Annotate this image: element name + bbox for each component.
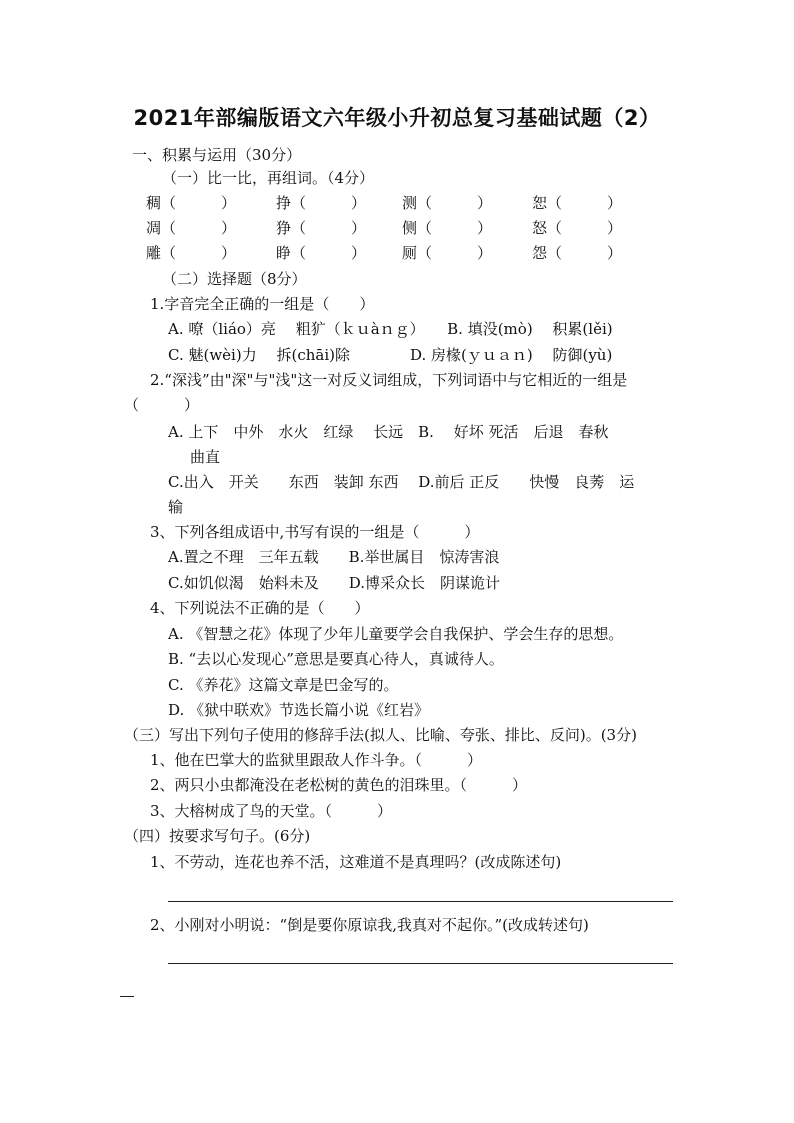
question-4-options: A. 《智慧之花》体现了少年儿童要学会自我保护、学会生存的思想。 (168, 625, 624, 643)
section-1-heading: 一、积累与运用（30分） (132, 146, 302, 164)
compare-cell: 狰（ ） (276, 219, 367, 237)
compare-cell: 挣（ ） (276, 194, 367, 212)
question-1-stem: 1.字音完全正确的一组是（ ） (150, 295, 375, 313)
rhetoric-item: 1、他在巴掌大的监狱里跟敌人作斗争。（ ） (150, 751, 483, 769)
part-1-heading: （一）比一比，再组词。（4分） (162, 169, 375, 187)
compare-cell: 怒（ ） (532, 219, 623, 237)
compare-cell: 恕（ ） (532, 194, 623, 212)
question-3-options: C.如饥似渴 始料未及 D.博采众长 阴谋诡计 (168, 574, 500, 592)
compare-cell: 睁（ ） (276, 244, 367, 262)
question-2-stem: （ ） (124, 396, 200, 414)
answer-line[interactable] (168, 963, 673, 964)
rhetoric-item: 2、两只小虫都淹没在老松树的黄色的泪珠里。（ ） (150, 776, 528, 794)
rhetoric-item: 3、大榕树成了鸟的天堂。（ ） (150, 802, 393, 820)
compare-cell: 厕（ ） (402, 244, 493, 262)
compare-cell: 稠（ ） (146, 194, 237, 212)
page-title: 2021年部编版语文六年级小升初总复习基础试题（2） (133, 106, 661, 130)
question-3-options: A.置之不理 三年五载 B.举世属目 惊涛害浪 (168, 548, 500, 566)
part-2-heading: （二）选择题（8分） (162, 270, 307, 288)
compare-cell: 凋（ ） (146, 219, 237, 237)
answer-line[interactable] (168, 901, 673, 902)
compare-cell: 测（ ） (402, 194, 493, 212)
question-4-options: B. “去以心发现心”意思是要真心待人，真诚待人。 (168, 650, 504, 668)
question-1-options: C. 魅(wèi)力 拆(chāi)除 D. 房椽(ｙｕａｎ) 防御(yù) (168, 346, 613, 364)
question-3-stem: 3、下列各组成语中,书写有误的一组是（ ） (150, 523, 480, 541)
question-4-options: D. 《狱中联欢》节选长篇小说《红岩》 (168, 701, 430, 719)
part-3-heading: （三）写出下列句子使用的修辞手法(拟人、比喻、夸张、排比、反问)。(3分) (124, 726, 637, 744)
compare-cell: 雕（ ） (146, 244, 237, 262)
compare-cell: 怨（ ） (532, 244, 623, 262)
question-4-options: C. 《养花》这篇文章是巴金写的。 (168, 676, 399, 694)
question-2-options: 输 (168, 498, 184, 516)
rewrite-item: 1、不劳动，连花也养不活，这难道不是真理吗？(改成陈述句) (150, 853, 562, 871)
footer-dash (120, 996, 134, 997)
question-2-stem: 2.“深浅”由"深"与"浅"这一对反义词组成，下列词语中与它相近的一组是 (150, 371, 628, 389)
question-4-stem: 4、下列说法不正确的是（ ） (150, 599, 370, 617)
part-4-heading: （四）按要求写句子。(6分) (124, 827, 311, 845)
question-2-options: C.出入 开关 东西 装卸 东西 D.前后 正反 快慢 良莠 运 (168, 473, 635, 491)
question-2-options: 曲直 (190, 448, 221, 466)
rewrite-item: 2、小刚对小明说：“倒是要你原谅我,我真对不起你。”(改成转述句) (150, 916, 589, 934)
question-2-options: A. 上下 中外 水火 红绿 长远 B. 好坏 死活 后退 春秋 (168, 423, 609, 441)
compare-cell: 侧（ ） (402, 219, 493, 237)
question-1-options: A. 嘹（liáo）亮 粗犷（ｋｕàｎｇ） B. 填没(mò) 积累(lěi) (168, 320, 613, 338)
